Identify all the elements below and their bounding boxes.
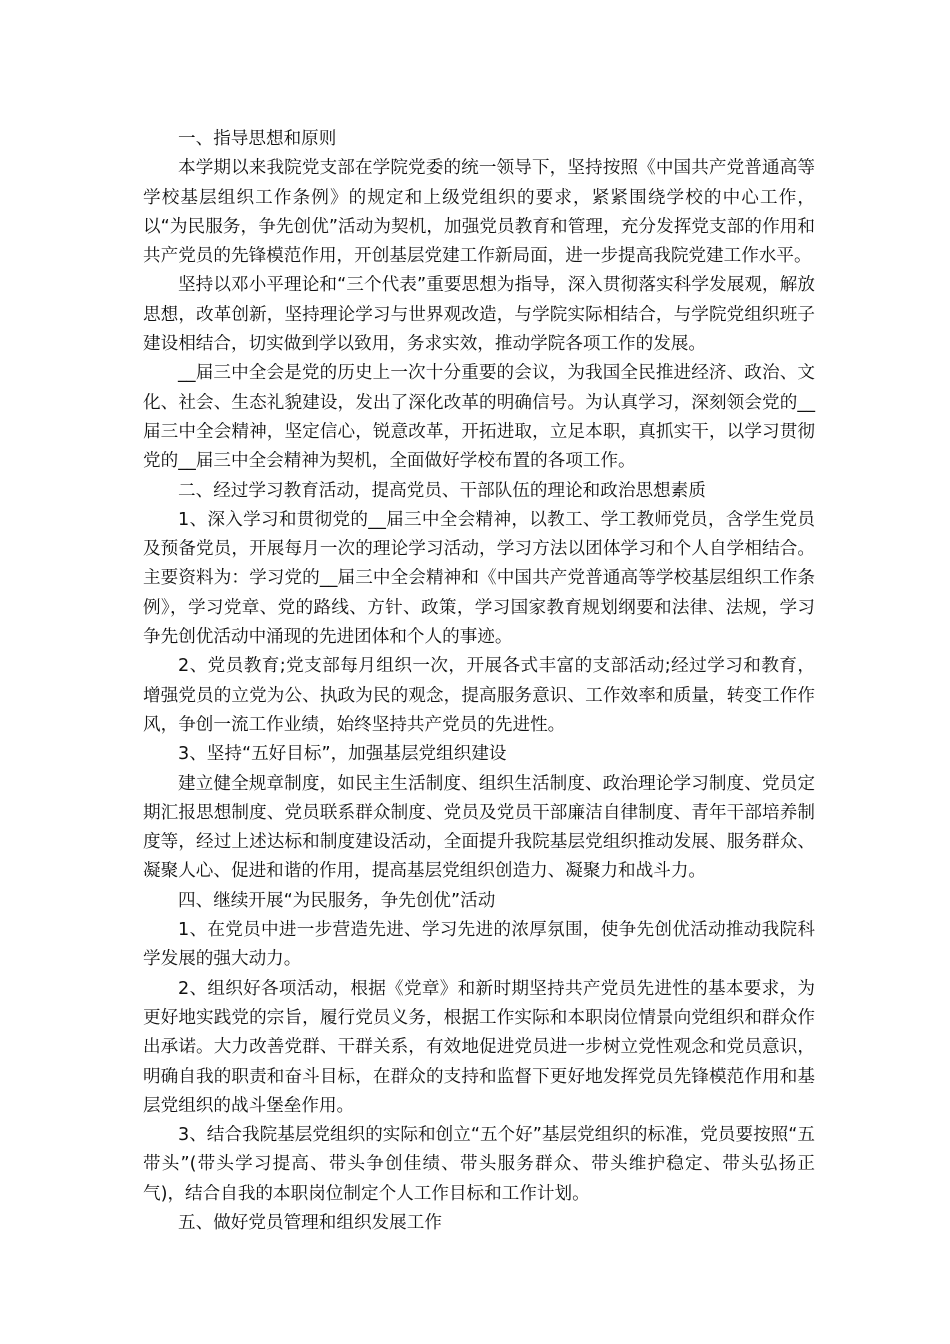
paragraph: __届三中全会是党的历史上一次十分重要的会议，为我国全民推进经济、政治、文化、社会、生态礼貌建设，发出了深化改革的明确信号。为认真学习，深刻领会党的__届三中全会精神，坚定信心，锐意改革，开拓进取，立足本职，真抓实干，以学习贯彻党的__届三中全会精神为契机，全面做好学校布置的各项工作。 <box>143 363 815 472</box>
paragraph: 坚持以邓小平理论和“三个代表”重要思想为指导，深入贯彻落实科学发展观，解放思想，改革创新，坚持理论学习与世界观改造，与学院实际相结合，与学院党组织班子建设相结合，切实做到学以致用，务求实效，推动学院各项工作的发展。 <box>143 275 815 355</box>
document-page <box>143 125 815 1238</box>
paragraph: 1、在党员中进一步营造先进、学习先进的浓厚氛围，使争先创优活动推动我院科学发展的强大动力。 <box>143 920 815 970</box>
paragraph: 3、结合我院基层党组织的实际和创立“五个好”基层党组织的标准，党员要按照“五带头”(带头学习提高、带头争创佳绩、带头服务群众、带头维护稳定、带头弘扬正气)，结合自我的本职岗位制定个人工作目标和工作计划。 <box>143 1125 815 1204</box>
section-heading-1: 一、指导思想和原则 <box>178 129 337 149</box>
paragraph: 1、深入学习和贯彻党的__届三中全会精神，以教工、学工教师党员，含学生党员及预备党员，开展每月一次的理论学习活动，学习方法以团体学习和个人自学相结合。主要资料为：学习党的__届三中全会精神和《中国共产党普通高等学校基层组织工作条例》，学习党章、党的路线、方针、政策，学习国家教育规划纲要和法律、法规，学习争先创优活动中涌现的先进团体和个人的事迹。 <box>143 509 815 648</box>
section-heading-2: 二、经过学习教育活动，提高党员、干部队伍的理论和政治思想素质 <box>178 480 706 501</box>
section-heading-4: 四、继续开展“为民服务，争先创优”活动 <box>178 890 496 911</box>
subsection-heading: 3、坚持“五好目标”，加强基层党组织建设 <box>178 744 507 765</box>
paragraph: 本学期以来我院党支部在学院党委的统一领导下，坚持按照《中国共产党普通高等学校基层组织工作条例》的规定和上级党组织的要求，紧紧围绕学校的中心工作，以“为民服务，争先创优”活动为契机，加强党员教育和管理，充分发挥党支部的作用和共产党员的先锋模范作用，开创基层党建工作新局面，进一步提高我院党建工作水平。 <box>143 158 815 267</box>
paragraph: 2、党员教育;党支部每月组织一次，开展各式丰富的支部活动;经过学习和教育，增强党员的立党为公、执政为民的观念，提高服务意识、工作效率和质量，转变工作作风，争创一流工作业绩，始终坚持共产党员的先进性。 <box>143 656 815 735</box>
paragraph: 建立健全规章制度，如民主生活制度、组织生活制度、政治理论学习制度、党员定期汇报思想制度、党员联系群众制度、党员及党员干部廉洁自律制度、青年干部培养制度等，经过上述达标和制度建设活动，全面提升我院基层党组织推动发展、服务群众、凝聚人心、促进和谐的作用，提高基层党组织创造力、凝聚力和战斗力。 <box>143 773 815 882</box>
section-heading-5: 五、做好党员管理和组织发展工作 <box>178 1212 442 1233</box>
paragraph: 2、组织好各项活动，根据《党章》和新时期坚持共产党员先进性的基本要求，为更好地实践党的宗旨，履行党员义务，根据工作实际和本职岗位情景向党组织和群众作出承诺。大力改善党群、干群关系，有效地促进党员进一步树立党性观念和党员意识，明确自我的职责和奋斗目标，在群众的支持和监督下更好地发挥党员先锋模范作用和基层党组织的战斗堡垒作用。 <box>143 978 815 1116</box>
